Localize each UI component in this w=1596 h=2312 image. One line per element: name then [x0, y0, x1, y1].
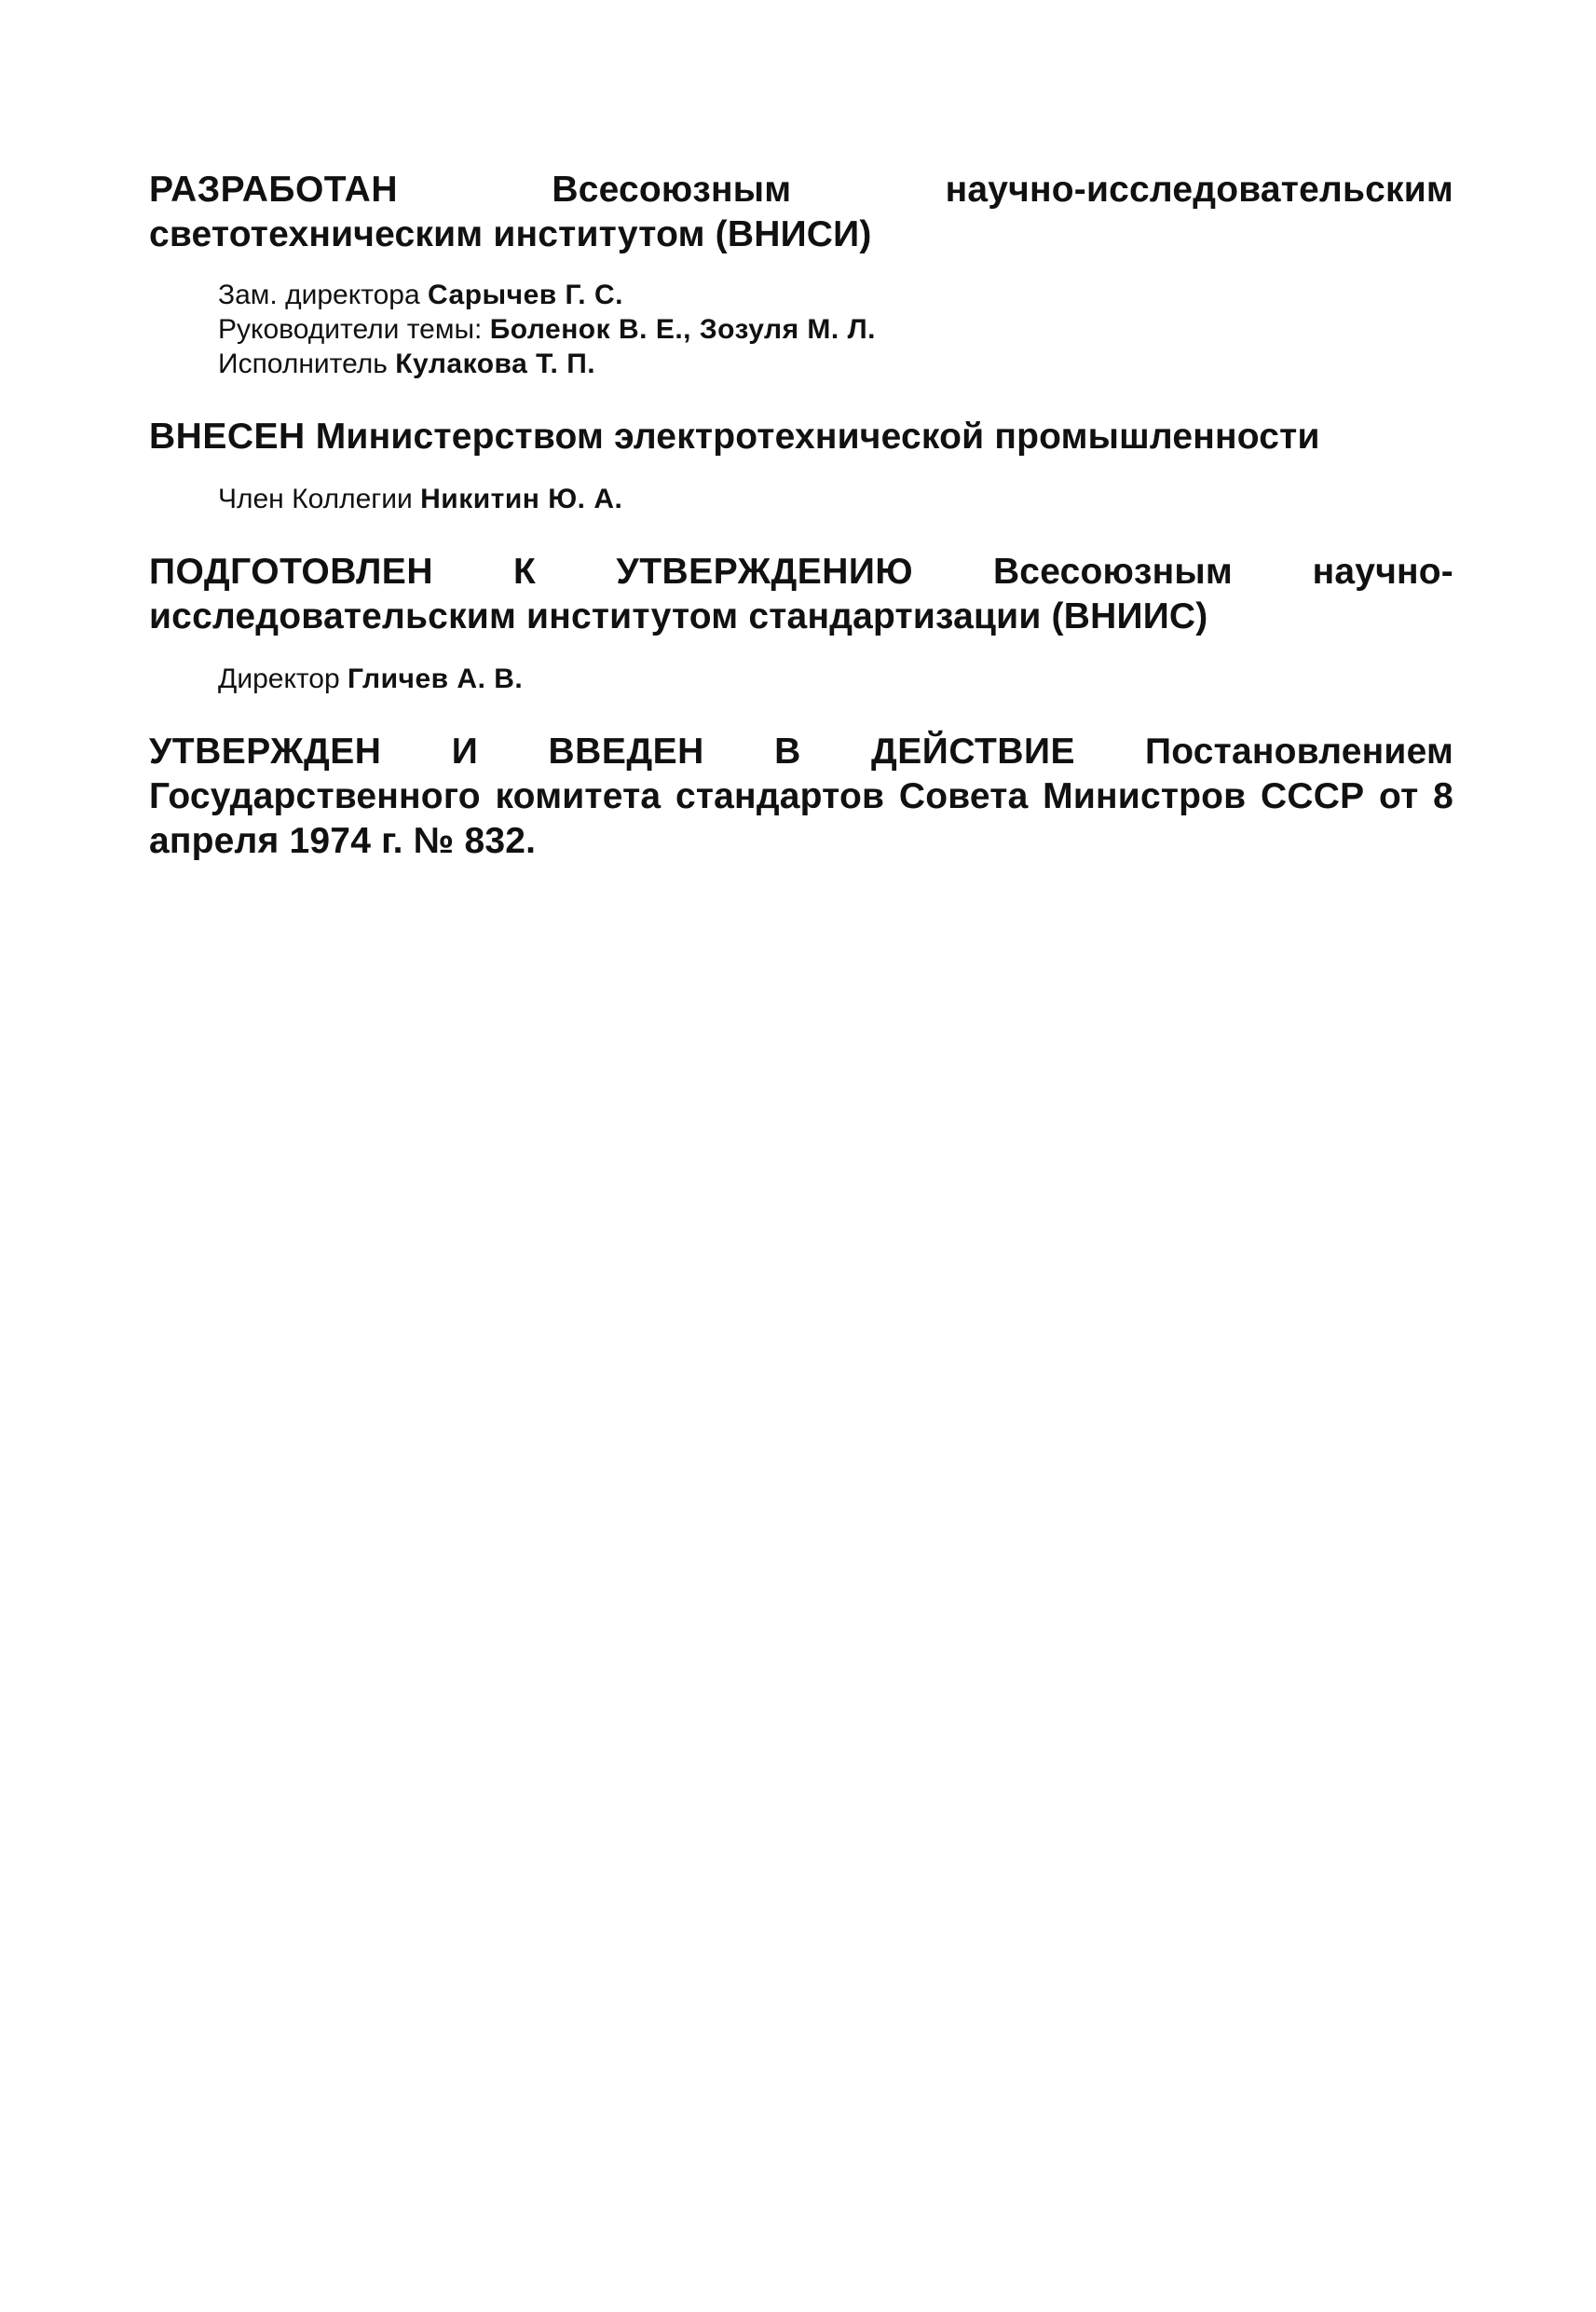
person-role: Руководители темы: [218, 314, 483, 345]
introduced-by-text: Министерством электротехнической промышленности [315, 417, 1320, 457]
developed-by-text: Всесоюзным научно-исследовательским светотехническим институтом (ВНИСИ) [149, 170, 1453, 254]
section-approved [149, 730, 1453, 864]
person-role: Директор [218, 664, 340, 694]
developed-by-people [218, 278, 1453, 381]
person-line [218, 347, 1453, 381]
approved-keyword: УТВЕРЖДЕН И ВВЕДЕН В ДЕЙСТВИЕ [149, 732, 1076, 772]
person-role: Исполнитель [218, 349, 388, 379]
approved-text: Постановлением Государственного комитета стандартов Совета Министров СССР от 8 апреля 1974 г. № 832. [149, 732, 1453, 861]
prepared-people [218, 662, 1453, 696]
person-name: Кулакова Т. П. [395, 349, 596, 379]
person-name: Сарычев Г. С. [428, 280, 623, 310]
prepared-text: Всесоюзным научно-исследовательским институтом стандартизации (ВНИИС) [149, 552, 1453, 636]
person-role: Член Коллегии [218, 484, 413, 514]
developed-by-paragraph [149, 168, 1453, 257]
section-developed-by [149, 168, 1453, 381]
document-content [149, 168, 1453, 864]
prepared-keyword: ПОДГОТОВЛЕН К УТВЕРЖДЕНИЮ [149, 552, 914, 592]
person-line [218, 482, 1453, 516]
person-role: Зам. директора [218, 280, 420, 310]
introduced-by-people [218, 482, 1453, 516]
person-name: Гличев А. В. [348, 664, 524, 694]
approved-paragraph [149, 730, 1453, 864]
introduced-by-paragraph [149, 415, 1453, 459]
person-line [218, 278, 1453, 312]
prepared-paragraph [149, 550, 1453, 639]
person-name: Никитин Ю. А. [420, 484, 623, 514]
section-introduced-by [149, 415, 1453, 516]
person-name: Боленок В. Е., Зозуля М. Л. [489, 314, 876, 345]
introduced-by-keyword: ВНЕСЕН [149, 417, 306, 457]
section-prepared-for-approval [149, 550, 1453, 696]
person-line [218, 312, 1453, 347]
person-line [218, 662, 1453, 696]
developed-by-keyword: РАЗРАБОТАН [149, 170, 398, 210]
